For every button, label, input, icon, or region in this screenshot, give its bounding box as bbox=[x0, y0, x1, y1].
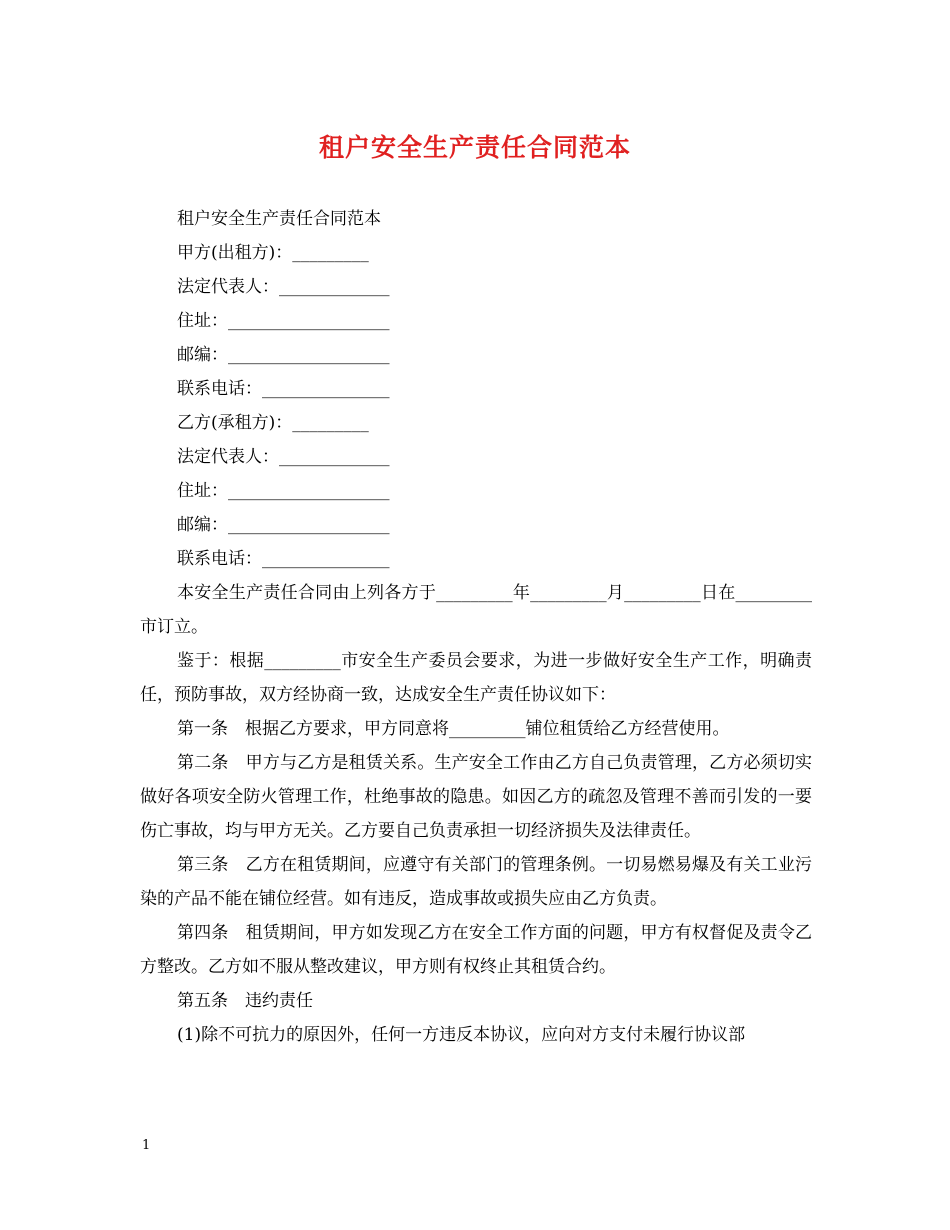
paragraph-article-2: 第二条 甲方与乙方是租赁关系。生产安全工作由乙方自己负责管理，乙方必须切实做好各项安全防火管理工作，杜绝事故的隐患。如因乙方的疏忽及管理不善而引发的一要伤亡事故，均与甲方无关。乙方要自己负责承担一切经济损失及法律责任。 bbox=[140, 753, 812, 841]
document-body bbox=[140, 202, 812, 1052]
doc-line-heading: 租户安全生产责任合同范本 bbox=[177, 209, 381, 229]
document-title: 租户安全生产责任合同范本 bbox=[318, 133, 631, 162]
paragraph-preamble: 鉴于：根据_________市安全生产委员会要求，为进一步做好安全生产工作，明确责任，预防事故，双方经协商一致，达成安全生产责任协议如下： bbox=[140, 651, 812, 705]
doc-line-party-a: 甲方(出租方)：_________ bbox=[177, 243, 369, 263]
doc-line-party-b-address: 住址：___________________ bbox=[177, 481, 390, 501]
doc-line-party-a-phone: 联系电话：_______________ bbox=[177, 379, 390, 399]
paragraph-article-3: 第三条 乙方在租赁期间，应遵守有关部门的管理条例。一切易燃易爆及有关工业污染的产品不能在铺位经营。如有违反，造成事故或损失应由乙方负责。 bbox=[140, 855, 812, 909]
paragraph-article-4: 第四条 租赁期间，甲方如发现乙方在安全工作方面的问题，甲方有权督促及责令乙方整改。乙方如不服从整改建议，甲方则有权终止其租赁合约。 bbox=[140, 923, 812, 977]
doc-line-party-b-representative: 法定代表人：_____________ bbox=[177, 447, 390, 467]
doc-line-party-a-postcode: 邮编：___________________ bbox=[177, 345, 390, 365]
paragraph-article-5-clause-1: (1)除不可抗力的原因外，任何一方违反本协议，应向对方支付未履行协议部 bbox=[177, 1025, 746, 1045]
paragraph-article-5-heading: 第五条 违约责任 bbox=[177, 991, 313, 1011]
doc-line-party-b-postcode: 邮编：___________________ bbox=[177, 515, 390, 535]
paragraph-article-1: 第一条 根据乙方要求，甲方同意将_________铺位租赁给乙方经营使用。 bbox=[177, 719, 730, 739]
doc-line-party-b: 乙方(承租方)：_________ bbox=[177, 413, 369, 433]
paragraph-signing-date: 本安全生产责任合同由上列各方于_________年_________月_________日在_________市订立。 bbox=[140, 583, 812, 637]
doc-line-party-a-representative: 法定代表人：_____________ bbox=[177, 277, 390, 297]
doc-line-party-a-address: 住址：___________________ bbox=[177, 311, 390, 331]
doc-line-party-b-phone: 联系电话：_______________ bbox=[177, 549, 390, 569]
page-number: 1 bbox=[142, 1138, 151, 1153]
